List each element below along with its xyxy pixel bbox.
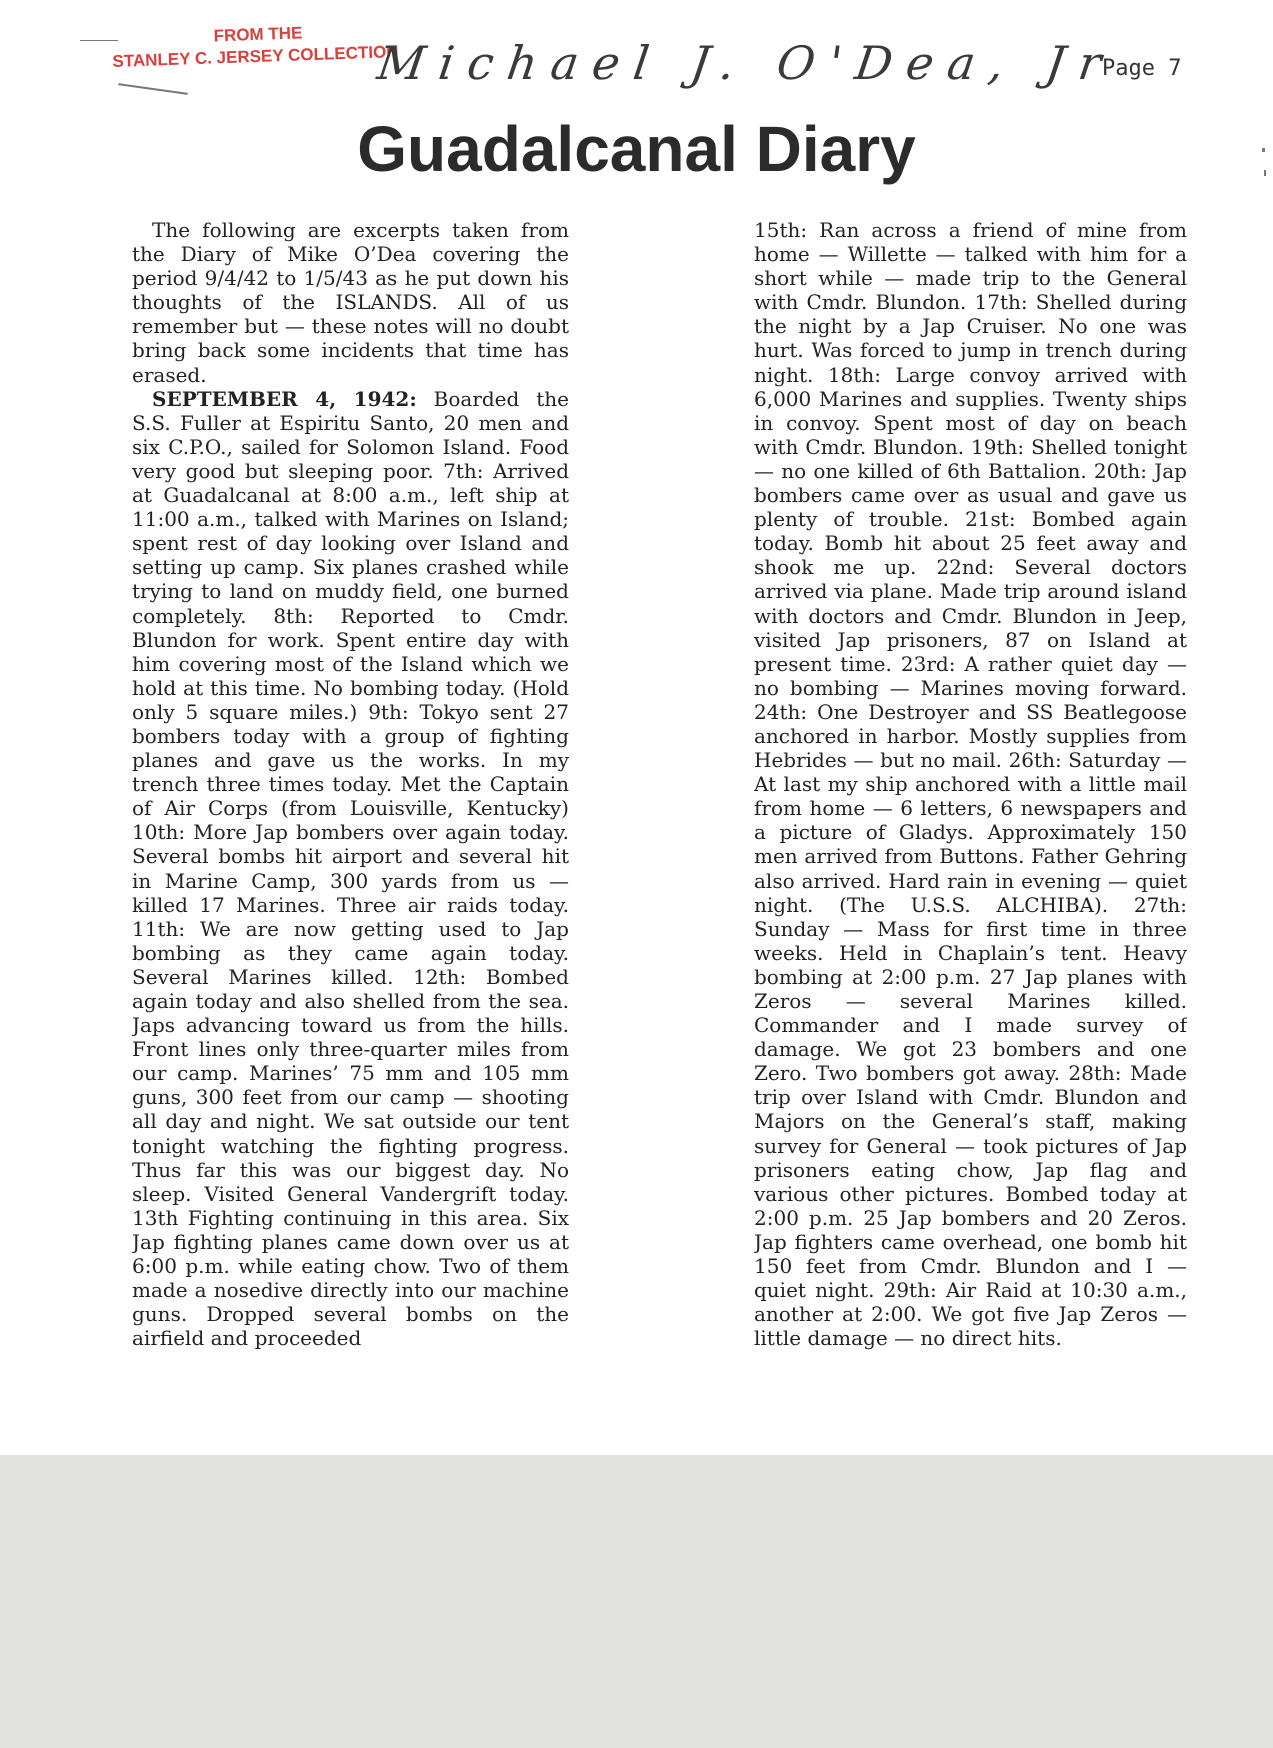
page-title: Guadalcanal Diary bbox=[357, 113, 916, 185]
scan-mark bbox=[1264, 170, 1266, 176]
collection-stamp: FROM THE STANLEY C. JERSEY COLLECTION bbox=[112, 23, 399, 71]
scan-mark bbox=[1262, 148, 1265, 152]
handwritten-signature: Michael J. O'Dea, Jr bbox=[374, 36, 1119, 90]
diary-paragraph-right: 15th: Ran across a friend of mine from home — Willette — talked with him for a short while — made trip to the General with Cmdr. Blundon. 17th: Shelled during the night by a Jap Cruiser. No one was hurt. Was forced to jump in trench during night. 18th: Large convoy arrived with 6,000 Marines and supplies. Twenty ships in convoy. Spent most of day on beach with Cmdr. Blundon. 19th: Shelled tonight — no one killed of 6th Battalion. 20th: Jap bombers came over as usual and gave us plenty of trouble. 21st: Bombed again today. Bomb hit about 25 feet away and shook me up. 22nd: Several doctors arrived via plane. Made trip around island with doctors and Cmdr. Blundon in Jeep, visited Jap prisoners, 87 on Island at present time. 23rd: A rather quiet day — no bombing — Marines moving forward. 24th: One Destroyer and SS Beatlegoose anchored in harbor. Mostly supplies from Hebrides — but no mail. 26th: Saturday — At last my ship anchored with a little mail from home — 6 letters, 6 newspapers and a picture of Gladys. Approximately 150 men arrived from Buttons. Father Gehring also arrived. Hard rain in evening — quiet night. (The U.S.S. ALCHIBA). 27th: Sunday — Mass for first time in three weeks. Held in Chaplain’s tent. Heavy bombing at 2:00 p.m. 27 Jap planes with Zeros — several Marines killed. Commander and I made survey of damage. We got 23 bombers and one Zero. Two bombers got away. 28th: Made trip over Island with Cmdr. Blundon and Majors on the General’s staff, making survey for General — took pictures of Jap prisoners eating chow, Jap flag and various other pictures. Bombed today at 2:00 p.m. 25 Jap bombers and 20 Zeros. Jap fighters came overhead, one bomb hit 150 feet from Cmdr. Blundon and I — quiet night. 29th: Air Raid at 10:30 a.m., another at 2:00. We got five Jap Zeros — little damage — no direct hits. bbox=[754, 218, 1187, 1351]
right-column bbox=[754, 218, 1187, 1452]
scan-mark bbox=[80, 40, 118, 41]
entry-text: Boarded the S.S. Fuller at Espiritu Santo, 20 men and six C.P.O., sailed for Solomon Island. Food very good but sleeping poor. 7th: Arrived at Guadalcanal at 8:00 a.m., left ship at 11:00 a.m., talked with Marines on Island; spent rest of day looking over Island and setting up camp. Six planes crashed while trying to land on muddy field, one burned completely. 8th: Reported to Cmdr. Blundon for work. Spent entire day with him covering most of the Island which we hold at this time. No bombing today. (Hold only 5 square miles.) 9th: Tokyo sent 27 bombers today with a group of fighting planes and gave us the works. In my trench three times today. Met the Captain of Air Corps (from Louisville, Kentucky) 10th: More Jap bombers over again today. Several bombs hit airport and several hit in Marine Camp, 300 yards from us — killed 17 Marines. Three air raids today. 11th: We are now getting used to Jap bombing as they came again today. Several Marines killed. 12th: Bombed again today and also shelled from the sea. Japs advancing toward us from the hills. Front lines only three-quarter miles from our camp. Marines’ 75 mm and 105 mm guns, 300 feet from our camp — shooting all day and night. We sat outside our tent tonight watching the fighting progress. Thus far this was our biggest day. No sleep. Visited General Vandergrift today. 13th Fighting continuing in this area. Six Jap fighting planes came down over us at 6:00 p.m. while eating chow. Two of them made a nosedive directly into our machine guns. Dropped several bombs on the airfield and proceeded bbox=[132, 386, 569, 1351]
diary-paragraph bbox=[132, 387, 569, 1351]
intro-paragraph: The following are excerpts taken from the Diary of Mike O’Dea covering the period 9/4/42 to 1/5/43 as he put down his thoughts of the ISLANDS. All of us remember but — these notes will no doubt bring back some incidents that time has erased. bbox=[132, 218, 569, 387]
page-number: Page 7 bbox=[1102, 56, 1182, 81]
left-column bbox=[132, 218, 569, 1452]
scan-mark bbox=[118, 83, 188, 95]
entry-date: SEPTEMBER 4, 1942: bbox=[152, 386, 417, 411]
